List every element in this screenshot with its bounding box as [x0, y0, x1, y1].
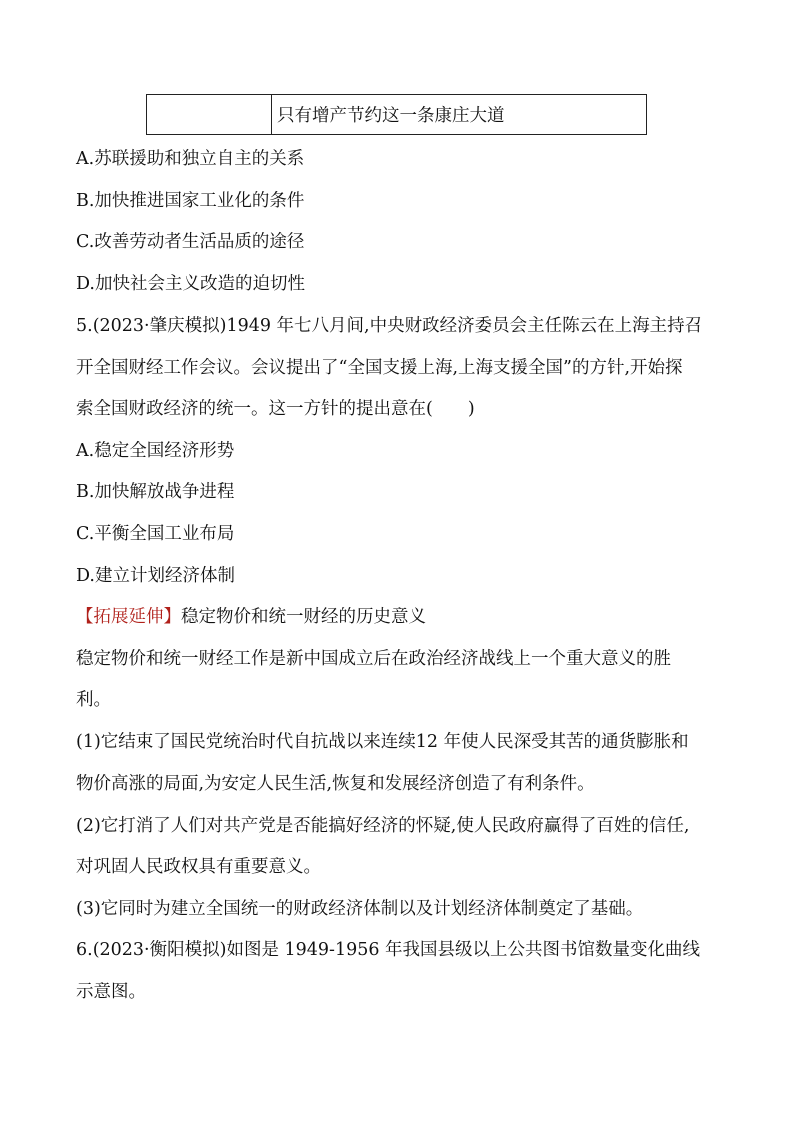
q4-option-d: D.加快社会主义改造的迫切性	[76, 274, 305, 294]
q4-option-a: A.苏联援助和独立自主的关系	[76, 149, 305, 169]
q5-option-b: B.加快解放战争进程	[76, 482, 235, 502]
extension-heading	[76, 605, 426, 629]
extension-title: 稳定物价和统一财经的历史意义	[181, 607, 426, 627]
q4-option-b: B.加快推进国家工业化的条件	[76, 191, 305, 211]
extension-point-1-line-2: 物价高涨的局面,为安定人民生活,恢复和发展经济创造了有利条件。	[76, 774, 595, 794]
table-cell-right: 只有增产节约这一条康庄大道	[272, 95, 647, 135]
extension-point-2-line-2: 对巩固人民政权具有重要意义。	[76, 857, 321, 877]
table-cell-left	[147, 95, 272, 135]
q4-option-c: C.改善劳动者生活品质的途径	[76, 232, 305, 252]
q5-option-c: C.平衡全国工业布局	[76, 524, 235, 544]
q6-stem-line-1: 6.(2023·衡阳模拟)如图是 1949-1956 年我国县级以上公共图书馆数量变化曲线	[76, 940, 701, 960]
q6-stem-line-2: 示意图。	[76, 982, 146, 1002]
quote-table	[146, 94, 647, 135]
extension-tag: 【拓展延伸】	[76, 607, 181, 627]
q5-stem-line-2: 开全国财经工作会议。会议提出了“全国支援上海,上海支援全国”的方针,开始探	[76, 358, 683, 378]
extension-point-3-line-1: (3)它同时为建立全国统一的财政经济体制以及计划经济体制奠定了基础。	[76, 899, 644, 919]
q5-stem-line-3: 索全国财政经济的统一。这一方针的提出意在( )	[76, 399, 475, 419]
table-row	[147, 95, 647, 135]
extension-intro-line-1: 稳定物价和统一财经工作是新中国成立后在政治经济战线上一个重大意义的胜	[76, 649, 671, 669]
q5-stem-line-1: 5.(2023·肇庆模拟)1949 年七八月间,中央财政经济委员会主任陈云在上海主持召	[76, 316, 703, 336]
extension-intro-line-2: 利。	[76, 690, 111, 710]
extension-point-2-line-1: (2)它打消了人们对共产党是否能搞好经济的怀疑,使人民政府赢得了百姓的信任,	[76, 816, 690, 836]
q5-option-d: D.建立计划经济体制	[76, 566, 235, 586]
extension-point-1-line-1: (1)它结束了国民党统治时代自抗战以来连续12 年使人民深受其苦的通货膨胀和	[76, 732, 689, 752]
q5-option-a: A.稳定全国经济形势	[76, 441, 235, 461]
